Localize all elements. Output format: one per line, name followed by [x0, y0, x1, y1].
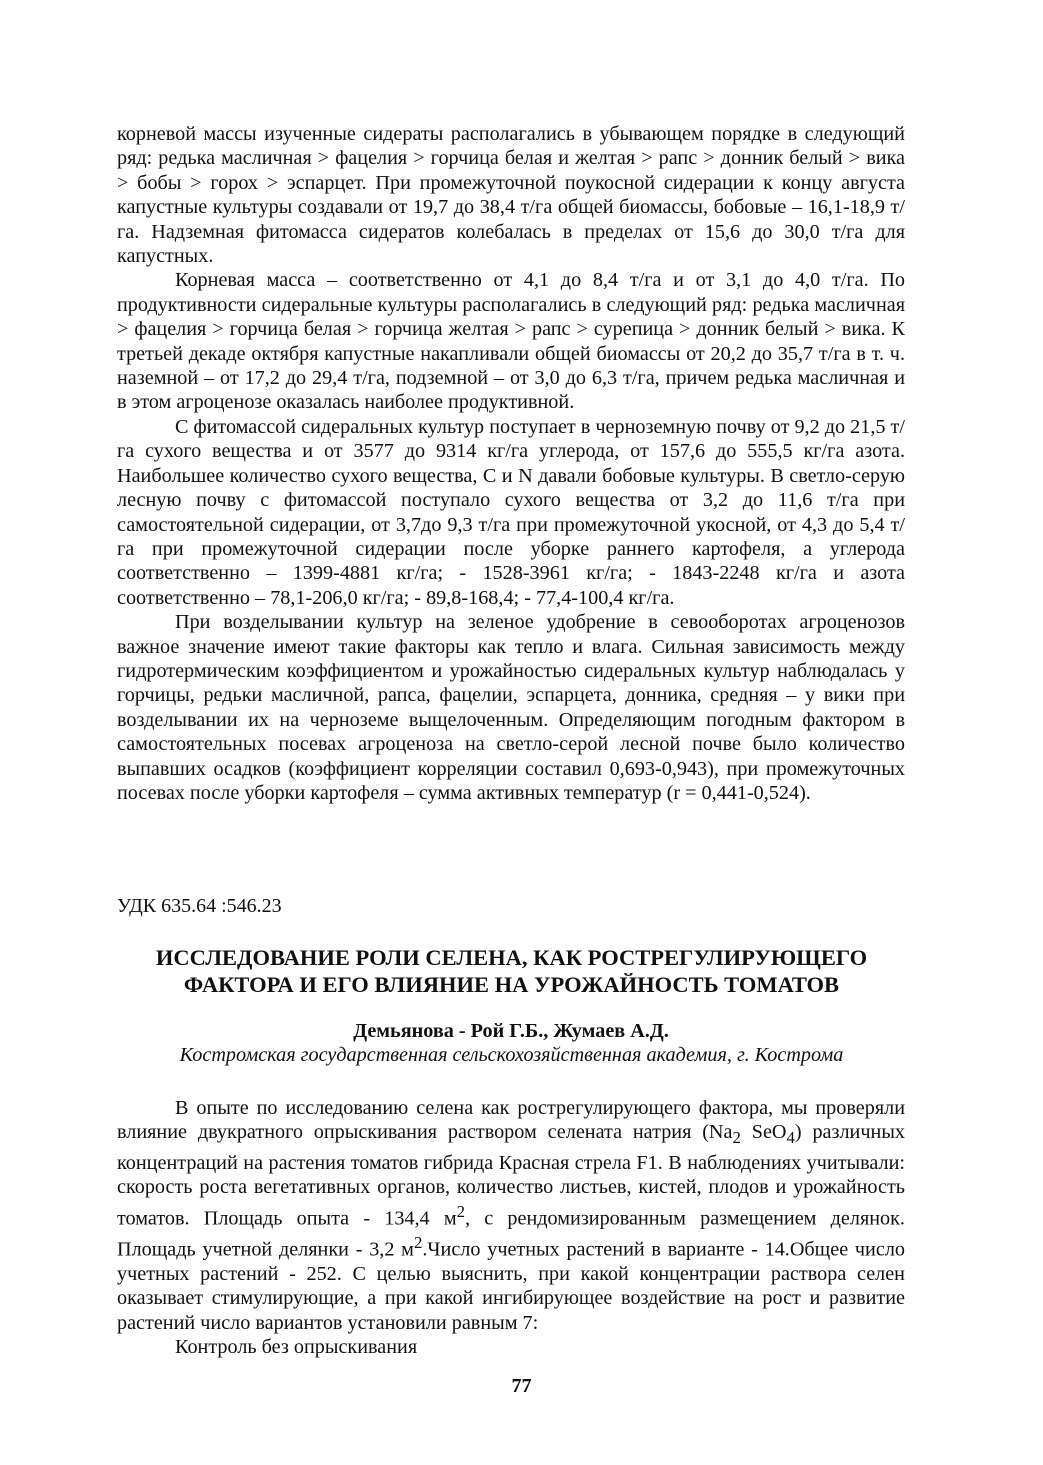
affiliation: Костромская государственная сельскохозяйственная академия, г. Кострома: [179, 1044, 844, 1066]
title-line: ФАКТОРА И ЕГО ВЛИЯНИЕ НА УРОЖАЙНОСТЬ ТОМАТОВ: [183, 972, 840, 997]
paragraph: С фитомассой сидеральных культур поступает в черноземную почву от 9,2 до 21,5 т/га сухого вещества и от 3577 до 9314 кг/га углерода, от 157,6 до 555,5 кг/га азота. Наибольшее количество сухого вещества, С и N давали бобовые культуры. В светло-серую лесную почву с фитомассой поступало сухого вещества от 3,2 до 11,6 т/га при самостоятельной сидерации, от 3,7до 9,3 т/га при промежуточной укосной, от 4,3 до 5,4 т/га при промежуточной сидерации после уборке раннего картофеля, а углерода соответственно – 1399-4881 кг/га; - 1528-3961 кг/га; - 1843-2248 кг/га и азота соответственно – 78,1-206,0 кг/га; - 89,8-168,4; - 77,4-100,4 кг/га.: [117, 415, 905, 609]
paragraph: [117, 1096, 905, 1335]
text-run: SeO: [740, 1121, 787, 1144]
text-run: ) различных концентраций на растения томатов гибрида Красная стрела F1. В наблюдениях учитывали: скорость роста вегетативных органов, количество листьев, кистей, плодов и урожайность томатов. Площадь опыта - 134,4 м: [117, 1121, 905, 1230]
text-run: .Число учетных растений в варианте - 14.Общее число учетных растений - 252. С целью выяснить, при какой концентрации раствора селен оказывает стимулирующие, а при какой ингибирующее воздействие на рост и развитие растений число вариантов установили равным 7:: [117, 1238, 905, 1334]
superscript: 2: [456, 1201, 466, 1221]
article-body: [117, 1096, 905, 1360]
authors: Демьянова - Рой Г.Б., Жумаев А.Д.: [353, 1020, 669, 1042]
page-number: 77: [511, 1375, 532, 1397]
text-run: , с рендомизированным размещением делянок. Площадь учетной делянки - 3,2 м: [117, 1207, 905, 1261]
paragraph: При возделывании культур на зеленое удобрение в севооборотах агроценозов важное значение имеют такие факторы как тепло и влага. Сильная зависимость между гидротермическим коэффициентом и урожайностью сидеральных культур наблюдалась у горчицы, редьки масличной, рапса, фацелии, эспарцета, донника, средняя – у вики при возделывании их на черноземе выщелоченным. Определяющим погодным фактором в самостоятельных посевах агроценоза на светло-серой лесной почве было количество выпавших осадков (коэффициент корреляции составил 0,693-0,943), при промежуточных посевах после уборки картофеля – сумма активных температур (r = 0,441-0,524).: [117, 611, 905, 804]
title-line: ИССЛЕДОВАНИЕ РОЛИ СЕЛЕНА, КАК РОСТРЕГУЛИРУЮЩЕГО: [155, 945, 868, 970]
previous-article-text: [117, 122, 905, 805]
article-title: [100, 944, 923, 998]
udk-code: УДК 635.64 :546.23: [117, 895, 282, 917]
paragraph: Корневая масса – соответственно от 4,1 до 8,4 т/га и от 3,1 до 4,0 т/га. По продуктивности сидеральные культуры располагались в следующий ряд: редька масличная > фацелия > горчица белая > горчица желтая > рапс > сурепица > донник белый > вика. К третьей декаде октября капустные накапливали общей биомассы от 20,2 до 35,7 т/га в т. ч. наземной – от 17,2 до 29,4 т/га, подземной – от 3,0 до 6,3 т/га, причем редька масличная и в этом агроценозе оказалась наиболее продуктивной.: [117, 269, 905, 414]
superscript: 2: [413, 1232, 423, 1252]
paragraph: корневой массы изученные сидераты располагались в убывающем порядке в следующий ряд: редька масличная > фацелия > горчица белая и желтая > рапс > донник белый > вика > бобы > горох > эспарцет. При промежуточной поукосной сидерации к концу августа капустные культуры создавали от 19,7 до 38,4 т/га общей биомассы, бобовые – 16,1-18,9 т/га. Надземная фитомасса сидератов колебалась в пределах от 15,6 до 30,0 т/га для капустных.: [117, 123, 905, 268]
text-run: В опыте по исследованию селена как рострегулирующего фактора, мы проверяли влияние двукратного опрыскивания раствором селената натрия (Na: [117, 1097, 905, 1144]
subscript: 2: [732, 1128, 741, 1148]
subscript: 4: [786, 1128, 795, 1148]
paragraph: Контроль без опрыскивания: [175, 1336, 418, 1359]
